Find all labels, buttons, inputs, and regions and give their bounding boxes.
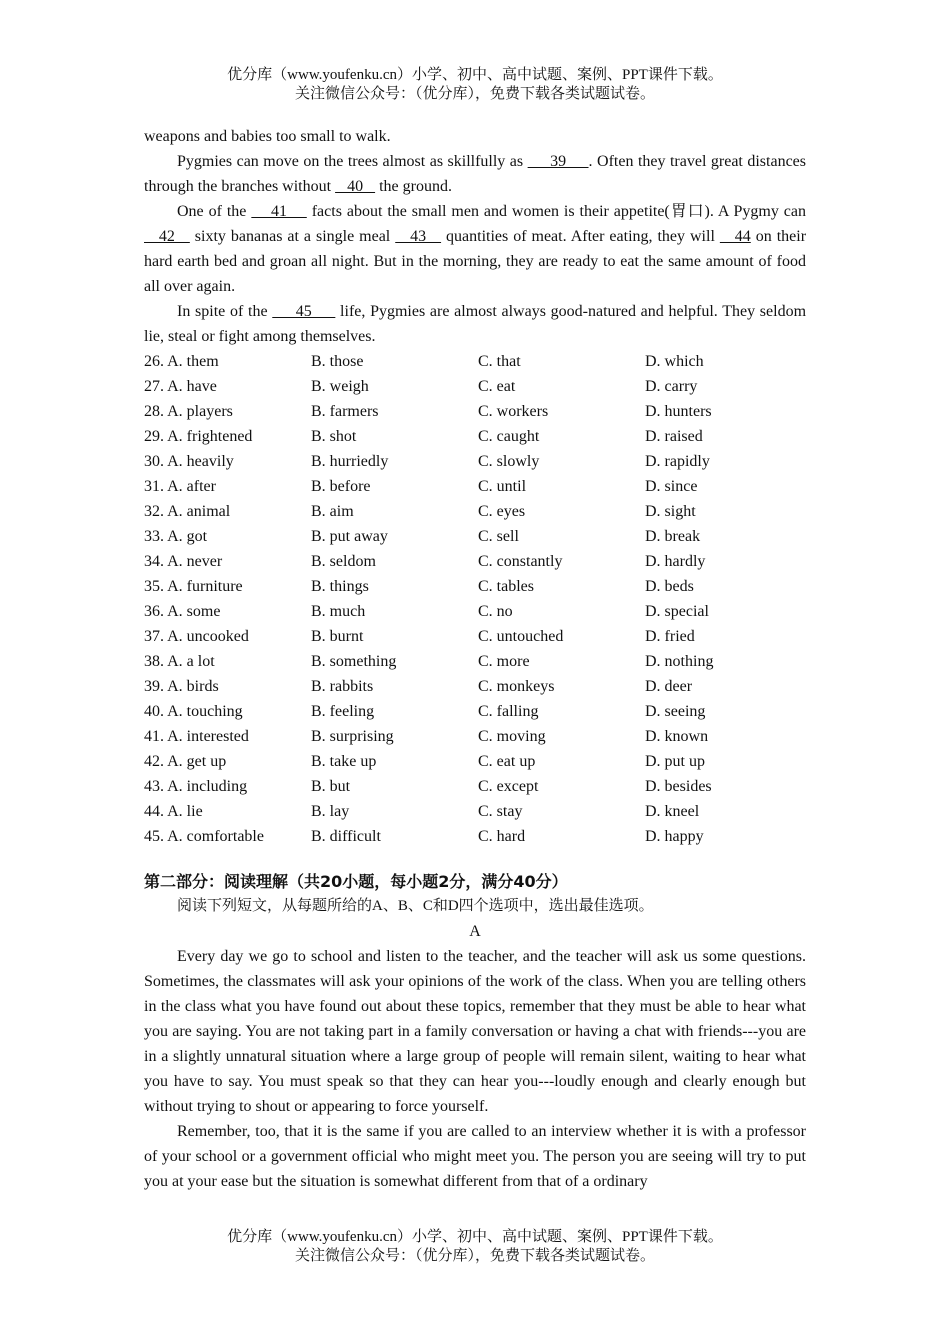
option-d: D. raised bbox=[645, 428, 703, 445]
blank-45: 45 bbox=[272, 303, 336, 320]
option-a: 45. A. comfortable bbox=[144, 828, 264, 845]
option-a: 41. A. interested bbox=[144, 728, 249, 745]
text-run: on their hard earth bed and groan all night. But in the morning, they are ready to eat the same amount of food all over again. bbox=[144, 228, 807, 295]
passage-paragraph-3 bbox=[144, 299, 806, 349]
option-row bbox=[144, 674, 806, 699]
option-c: C. falling bbox=[478, 703, 539, 720]
option-a: 29. A. frightened bbox=[144, 428, 253, 445]
option-a: 35. A. furniture bbox=[144, 578, 243, 595]
passage-paragraph-0: weapons and babies too small to walk. bbox=[144, 128, 391, 145]
section-instruction: 阅读下列短文，从每题所给的A、B、C和D四个选项中，选出最佳选项。 bbox=[177, 898, 654, 914]
option-d: D. hardly bbox=[645, 553, 706, 570]
option-c: C. caught bbox=[478, 428, 540, 445]
option-c: C. untouched bbox=[478, 628, 564, 645]
option-b: B. seldom bbox=[311, 553, 376, 570]
blank-41: 41 bbox=[251, 203, 307, 220]
options-table bbox=[144, 349, 806, 849]
header-line-1: 优分库（www.youfenku.cn）小学、初中、高中试题、案例、PPT课件下载。 bbox=[227, 67, 723, 83]
option-d: D. seeing bbox=[645, 703, 706, 720]
blank-42: 42 bbox=[144, 228, 190, 245]
option-b: B. burnt bbox=[311, 628, 364, 645]
option-row bbox=[144, 574, 806, 599]
text-run: facts about the small men and women is their appetite(胃口). A Pygmy can bbox=[306, 203, 807, 220]
option-d: D. since bbox=[645, 478, 698, 495]
option-row bbox=[144, 724, 806, 749]
blank-40: 40 bbox=[335, 178, 376, 195]
text-run: life, Pygmies are almost always good-natured and helpful. They seldom lie, steal or fight among themselves. bbox=[144, 303, 807, 345]
option-b: B. farmers bbox=[311, 403, 379, 420]
option-b: B. much bbox=[311, 603, 366, 620]
option-row bbox=[144, 474, 806, 499]
option-a: 31. A. after bbox=[144, 478, 216, 495]
text-run: One of the bbox=[177, 203, 252, 220]
option-row bbox=[144, 774, 806, 799]
option-row bbox=[144, 424, 806, 449]
option-b: B. put away bbox=[311, 528, 388, 545]
option-a: 28. A. players bbox=[144, 403, 233, 420]
option-c: C. no bbox=[478, 603, 513, 620]
option-a: 32. A. animal bbox=[144, 503, 231, 520]
option-row bbox=[144, 799, 806, 824]
option-c: C. tables bbox=[478, 578, 534, 595]
option-c: C. eyes bbox=[478, 503, 526, 520]
option-row bbox=[144, 824, 806, 849]
option-d: D. break bbox=[645, 528, 701, 545]
option-b: B. but bbox=[311, 778, 351, 795]
option-d: D. besides bbox=[645, 778, 712, 795]
passage-paragraph-1 bbox=[144, 149, 806, 199]
option-d: D. put up bbox=[645, 753, 705, 770]
option-row bbox=[144, 399, 806, 424]
option-b: B. lay bbox=[311, 803, 350, 820]
option-b: B. rabbits bbox=[311, 678, 374, 695]
passage-label: A bbox=[469, 923, 481, 940]
option-row bbox=[144, 549, 806, 574]
option-d: D. carry bbox=[645, 378, 698, 395]
option-a: 30. A. heavily bbox=[144, 453, 234, 470]
option-c: C. monkeys bbox=[478, 678, 555, 695]
blank-39: 39 bbox=[527, 153, 589, 170]
option-row bbox=[144, 499, 806, 524]
option-c: C. until bbox=[478, 478, 527, 495]
section-title: 第二部分：阅读理解（共20小题，每小题2分，满分40分） bbox=[144, 872, 568, 891]
option-d: D. rapidly bbox=[645, 453, 710, 470]
option-b: B. before bbox=[311, 478, 371, 495]
option-b: B. surprising bbox=[311, 728, 394, 745]
blank-44: 44 bbox=[719, 228, 751, 245]
option-c: C. more bbox=[478, 653, 530, 670]
option-d: D. happy bbox=[645, 828, 704, 845]
footer-line-1: 优分库（www.youfenku.cn）小学、初中、高中试题、案例、PPT课件下载。 bbox=[227, 1229, 723, 1245]
option-c: C. stay bbox=[478, 803, 523, 820]
blank-43: 43 bbox=[395, 228, 442, 245]
option-b: B. something bbox=[311, 653, 397, 670]
option-d: D. fried bbox=[645, 628, 695, 645]
option-d: D. hunters bbox=[645, 403, 712, 420]
option-a: 44. A. lie bbox=[144, 803, 203, 820]
text-run: the ground. bbox=[375, 178, 452, 195]
option-c: C. eat up bbox=[478, 753, 536, 770]
passage-paragraph-2 bbox=[144, 199, 806, 299]
option-a: 37. A. uncooked bbox=[144, 628, 249, 645]
page-content bbox=[144, 124, 806, 1194]
option-c: C. moving bbox=[478, 728, 546, 745]
option-c: C. constantly bbox=[478, 553, 563, 570]
option-d: D. kneel bbox=[645, 803, 700, 820]
footer-line-2: 关注微信公众号：（优分库），免费下载各类试题试卷。 bbox=[294, 1248, 655, 1264]
option-a: 27. A. have bbox=[144, 378, 217, 395]
option-a: 36. A. some bbox=[144, 603, 221, 620]
option-row bbox=[144, 749, 806, 774]
option-a: 26. A. them bbox=[144, 353, 219, 370]
text-run: Pygmies can move on the trees almost as skillfully as bbox=[177, 153, 528, 170]
header-line-2: 关注微信公众号：（优分库），免费下载各类试题试卷。 bbox=[294, 86, 655, 102]
text-run: sixty bananas at a single meal bbox=[189, 228, 396, 245]
option-a: 38. A. a lot bbox=[144, 653, 215, 670]
option-a: 34. A. never bbox=[144, 553, 223, 570]
option-d: D. nothing bbox=[645, 653, 714, 670]
option-b: B. feeling bbox=[311, 703, 375, 720]
option-row bbox=[144, 449, 806, 474]
option-d: D. beds bbox=[645, 578, 694, 595]
option-c: C. sell bbox=[478, 528, 519, 545]
option-row bbox=[144, 349, 806, 374]
option-c: C. slowly bbox=[478, 453, 540, 470]
option-a: 33. A. got bbox=[144, 528, 208, 545]
option-a: 39. A. birds bbox=[144, 678, 219, 695]
option-a: 42. A. get up bbox=[144, 753, 227, 770]
option-a: 40. A. touching bbox=[144, 703, 243, 720]
option-c: C. except bbox=[478, 778, 539, 795]
option-b: B. hurriedly bbox=[311, 453, 389, 470]
option-d: D. which bbox=[645, 353, 704, 370]
reading-paragraph-1: Every day we go to school and listen to the teacher, and the teacher will ask us some questions. Sometimes, the classmates will ask your opinions of the work of the class. When you are telling others in the class what you have found out about these topics, remember that they must be able to hear what you are saying. You are not taking part in a family conversation or having a chat with friends---you are in a slightly unnatural situation where a large group of people will remain silent, waiting to hear what you have to say. You must speak so that they can hear you---loudly enough and clearly enough but without trying to shout or appearing to force yourself. bbox=[144, 948, 806, 1115]
page-footer bbox=[0, 1228, 950, 1266]
option-c: C. hard bbox=[478, 828, 526, 845]
option-c: C. workers bbox=[478, 403, 549, 420]
option-b: B. weigh bbox=[311, 378, 369, 395]
option-b: B. shot bbox=[311, 428, 357, 445]
option-b: B. aim bbox=[311, 503, 354, 520]
option-d: D. sight bbox=[645, 503, 696, 520]
page-header bbox=[0, 66, 950, 104]
option-c: C. eat bbox=[478, 378, 516, 395]
option-b: B. take up bbox=[311, 753, 377, 770]
option-row bbox=[144, 649, 806, 674]
option-b: B. things bbox=[311, 578, 369, 595]
option-d: D. known bbox=[645, 728, 709, 745]
option-d: D. special bbox=[645, 603, 709, 620]
option-row bbox=[144, 524, 806, 549]
text-run: . Often they travel great distances through the branches without bbox=[144, 153, 807, 195]
reading-paragraph-2: Remember, too, that it is the same if you are called to an interview whether it is with a professor of your school or a government official who might meet you. The person you are seeing will try to put you at your ease but the situation is somewhat different from that of a ordinary bbox=[144, 1123, 806, 1190]
option-row bbox=[144, 699, 806, 724]
option-d: D. deer bbox=[645, 678, 693, 695]
option-c: C. that bbox=[478, 353, 521, 370]
option-row bbox=[144, 599, 806, 624]
option-row bbox=[144, 374, 806, 399]
option-row bbox=[144, 624, 806, 649]
option-a: 43. A. including bbox=[144, 778, 248, 795]
option-b: B. those bbox=[311, 353, 364, 370]
option-b: B. difficult bbox=[311, 828, 381, 845]
text-run: quantities of meat. After eating, they will bbox=[441, 228, 720, 245]
text-run: In spite of the bbox=[177, 303, 273, 320]
